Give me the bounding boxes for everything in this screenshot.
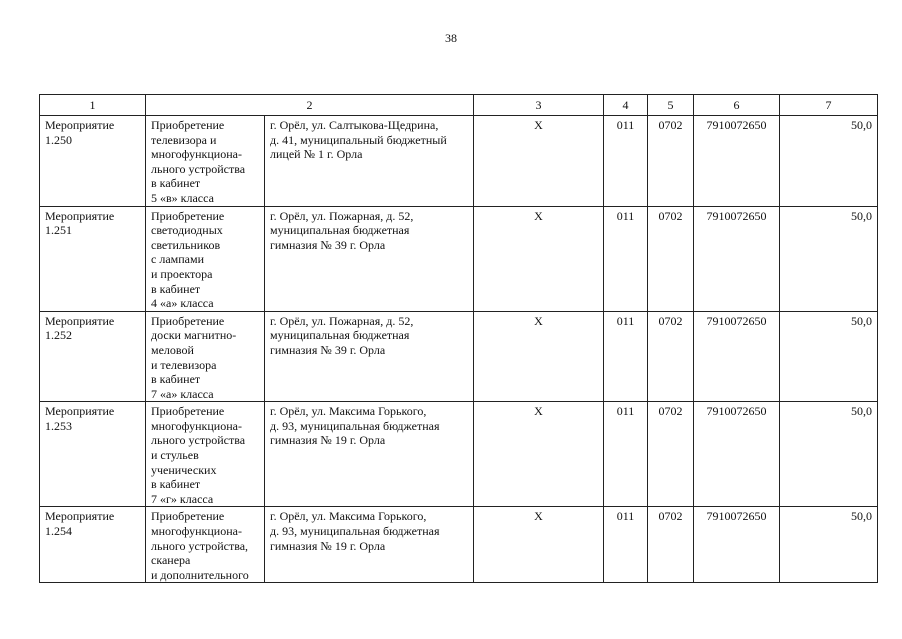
col5-cell: 0702 <box>648 116 694 207</box>
address-cell: г. Орёл, ул. Пожарная, д. 52, муниципальная бюджетная гимназия № 39 г. Орла <box>265 206 474 311</box>
description-cell: Приобретение телевизора и многофункциона- льного устройства в кабинет 5 «в» класса <box>146 116 265 207</box>
header-col-1: 1 <box>40 95 146 116</box>
table-row <box>40 116 878 207</box>
description-cell: Приобретение многофункциона- льного устройства, сканера и дополнительного <box>146 507 265 583</box>
col5-cell: 0702 <box>648 206 694 311</box>
header-col-3: 3 <box>474 95 604 116</box>
description-cell: Приобретение многофункциона- льного устройства и стульев ученических в кабинет 7 «г» класса <box>146 402 265 507</box>
header-col-4: 4 <box>604 95 648 116</box>
header-col-7: 7 <box>780 95 878 116</box>
description-cell: Приобретение светодиодных светильников с лампами и проектора в кабинет 4 «а» класса <box>146 206 265 311</box>
address-cell: г. Орёл, ул. Пожарная, д. 52, муниципальная бюджетная гимназия № 39 г. Орла <box>265 311 474 402</box>
header-col-2: 2 <box>146 95 474 116</box>
col7-cell: 50,0 <box>780 116 878 207</box>
col6-cell: 7910072650 <box>694 311 780 402</box>
col7-cell: 50,0 <box>780 206 878 311</box>
col7-cell: 50,0 <box>780 507 878 583</box>
header-row <box>40 95 878 116</box>
col3-cell: X <box>474 402 604 507</box>
table-row <box>40 311 878 402</box>
col7-cell: 50,0 <box>780 402 878 507</box>
event-cell: Мероприятие 1.251 <box>40 206 146 311</box>
event-cell: Мероприятие 1.252 <box>40 311 146 402</box>
address-cell: г. Орёл, ул. Максима Горького, д. 93, муниципальная бюджетная гимназия № 19 г. Орла <box>265 402 474 507</box>
event-cell: Мероприятие 1.250 <box>40 116 146 207</box>
col3-cell: X <box>474 311 604 402</box>
col6-cell: 7910072650 <box>694 206 780 311</box>
col4-cell: 011 <box>604 311 648 402</box>
col6-cell: 7910072650 <box>694 116 780 207</box>
page-number: 38 <box>445 31 457 45</box>
budget-table <box>39 94 878 583</box>
col4-cell: 011 <box>604 507 648 583</box>
header-col-5: 5 <box>648 95 694 116</box>
col3-cell: X <box>474 116 604 207</box>
table-row <box>40 206 878 311</box>
col3-cell: X <box>474 206 604 311</box>
col7-cell: 50,0 <box>780 311 878 402</box>
col5-cell: 0702 <box>648 507 694 583</box>
col5-cell: 0702 <box>648 311 694 402</box>
col3-cell: X <box>474 507 604 583</box>
table-row <box>40 507 878 583</box>
col6-cell: 7910072650 <box>694 402 780 507</box>
description-cell: Приобретение доски магнитно- меловой и телевизора в кабинет 7 «а» класса <box>146 311 265 402</box>
event-cell: Мероприятие 1.254 <box>40 507 146 583</box>
table-header <box>40 95 878 116</box>
col4-cell: 011 <box>604 402 648 507</box>
address-cell: г. Орёл, ул. Максима Горького, д. 93, муниципальная бюджетная гимназия № 19 г. Орла <box>265 507 474 583</box>
col4-cell: 011 <box>604 116 648 207</box>
table-body <box>40 116 878 583</box>
table-row <box>40 402 878 507</box>
header-col-6: 6 <box>694 95 780 116</box>
col6-cell: 7910072650 <box>694 507 780 583</box>
col5-cell: 0702 <box>648 402 694 507</box>
address-cell: г. Орёл, ул. Салтыкова-Щедрина, д. 41, муниципальный бюджетный лицей № 1 г. Орла <box>265 116 474 207</box>
col4-cell: 011 <box>604 206 648 311</box>
event-cell: Мероприятие 1.253 <box>40 402 146 507</box>
